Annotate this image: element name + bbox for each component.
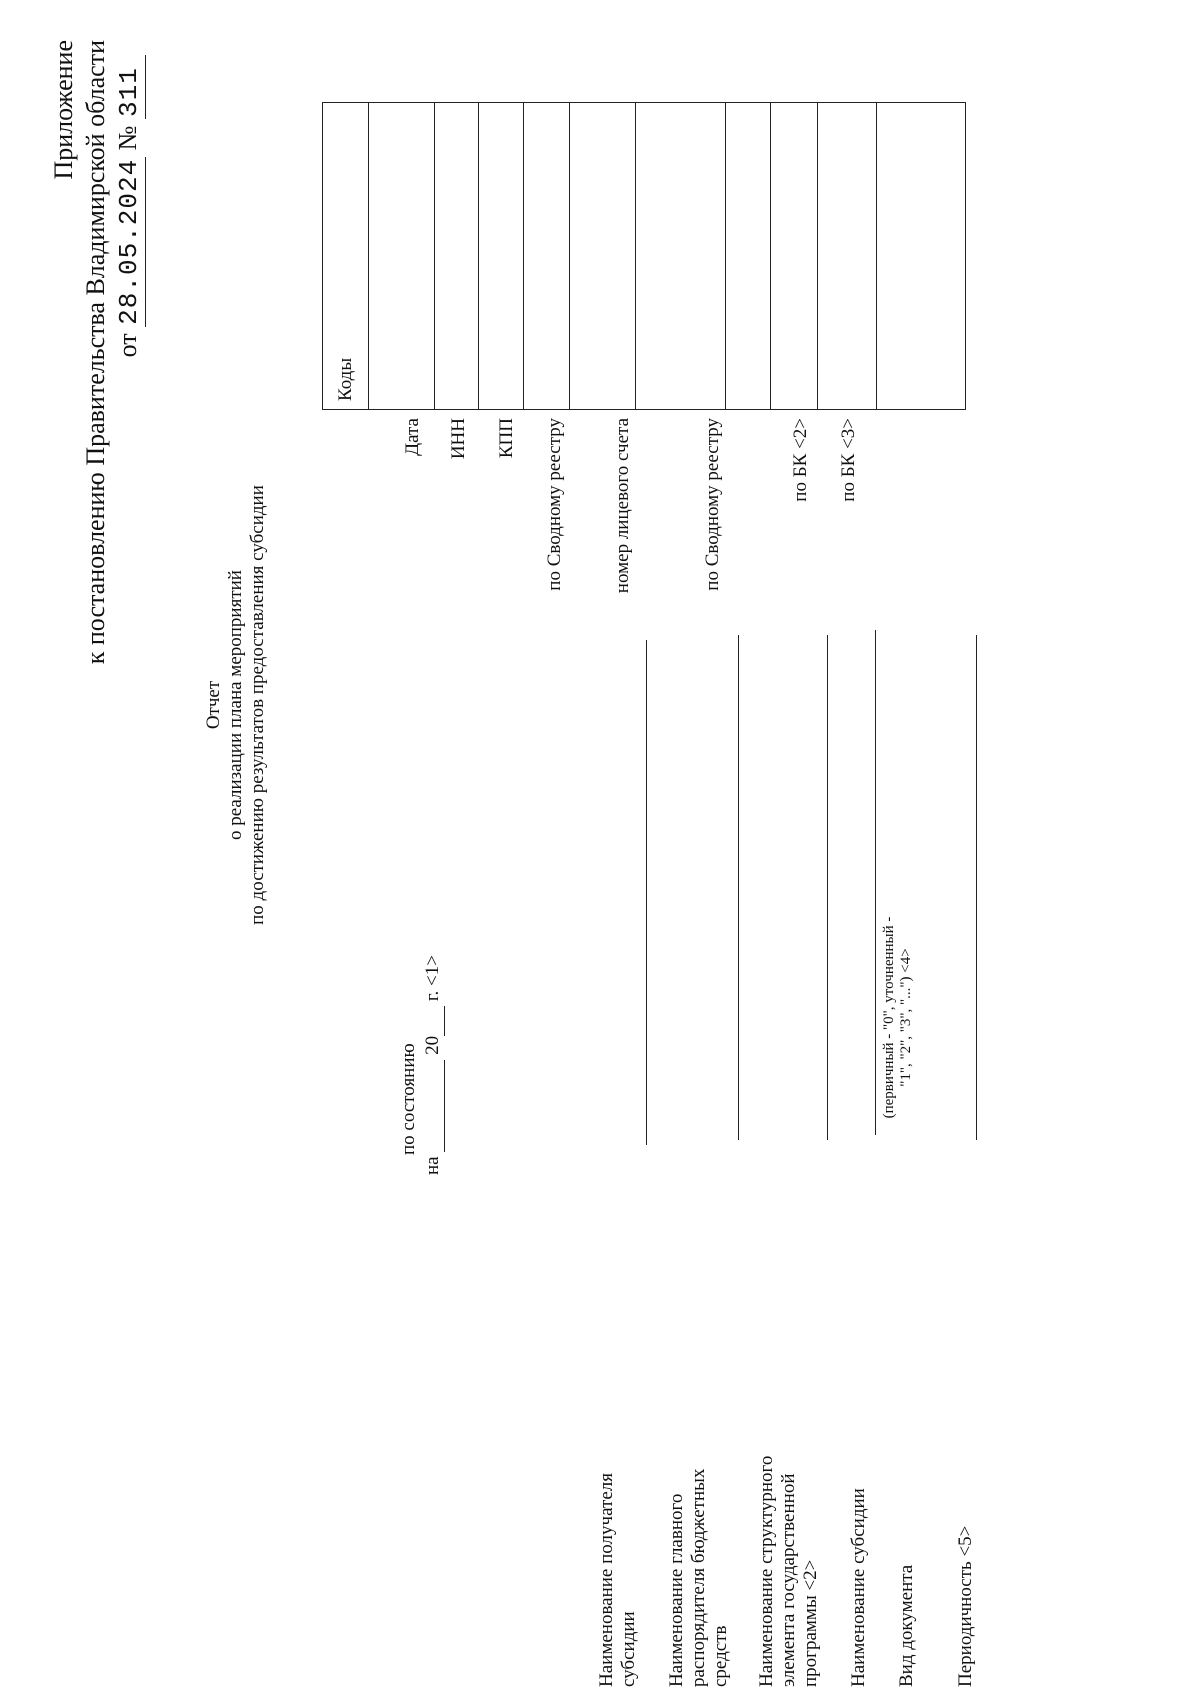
field-distributor-input[interactable] xyxy=(738,635,739,1140)
field-periodicity-input[interactable] xyxy=(976,635,977,1140)
codes-table xyxy=(322,102,966,410)
resolution-number: 311 xyxy=(113,55,146,119)
codes-cell-subsidy[interactable] xyxy=(817,103,877,409)
field-recipient-label: Наименование получателя субсидии xyxy=(596,1473,639,1687)
field-document-type-input[interactable] xyxy=(875,630,876,1135)
field-program-element-label: Наименование структурного элемента государственной программы <2> xyxy=(756,1455,821,1687)
field-recipient-input[interactable] xyxy=(646,640,647,1145)
report-title-line3: по достижению результатов предоставления субсидии xyxy=(247,485,268,925)
field-program-element-input[interactable] xyxy=(827,635,828,1140)
as-of-day-month-blank[interactable] xyxy=(422,1060,445,1152)
document-type-hint: (первичный - "0", уточненный - "1", "2", "3", "...") <4> xyxy=(881,916,914,1119)
codes-label-inn: ИНН xyxy=(448,418,469,460)
report-title xyxy=(203,405,269,1005)
codes-cell-date[interactable] xyxy=(368,103,435,409)
codes-cell-kpp[interactable] xyxy=(478,103,524,409)
as-of-year-blank[interactable] xyxy=(422,1006,445,1036)
codes-label-registry-recipient: по Сводному реестру xyxy=(544,418,565,591)
resolution-date: 28.05.2024 xyxy=(114,158,144,325)
codes-label-registry-distributor: по Сводному реестру xyxy=(702,418,723,591)
appendix-label: Приложение xyxy=(49,40,78,180)
codes-cell-registry-distributor[interactable] xyxy=(635,103,726,409)
codes-cell-bk-2[interactable] xyxy=(725,103,771,409)
codes-table-header: Коды xyxy=(335,357,356,401)
codes-cell-extra[interactable] xyxy=(876,103,968,409)
resolution-reference: к постановлению Правительства Владимирской области xyxy=(81,40,110,665)
field-subsidy-label: Наименование субсидии xyxy=(848,1488,869,1687)
codes-label-bk-2: по БК <2> xyxy=(790,418,811,502)
field-periodicity-label: Периодичность <5> xyxy=(955,1525,976,1687)
codes-label-date: Дата xyxy=(402,418,423,456)
codes-label-account-number: номер лицевого счета xyxy=(612,418,633,594)
codes-cell-registry-recipient[interactable] xyxy=(523,103,570,409)
field-document-type-label: Вид документа xyxy=(896,1564,917,1687)
codes-cell-account-number[interactable] xyxy=(569,103,636,409)
codes-label-kpp: КПП xyxy=(496,418,517,459)
codes-cell-bk-3[interactable] xyxy=(770,103,818,409)
codes-cell-inn[interactable] xyxy=(434,103,479,409)
as-of-date-line: на 20 г. <1> xyxy=(422,955,443,1175)
report-title-line2: о реализации плана мероприятий xyxy=(225,570,246,840)
as-of-caption: по состоянию xyxy=(398,1043,419,1155)
field-distributor-label: Наименование главного распорядителя бюджетных средств xyxy=(666,1468,731,1687)
report-title-line1: Отчет xyxy=(203,680,224,730)
resolution-date-number: от 28.05.2024 № 311 xyxy=(112,55,146,357)
codes-label-bk-3: по БК <3> xyxy=(838,418,859,502)
